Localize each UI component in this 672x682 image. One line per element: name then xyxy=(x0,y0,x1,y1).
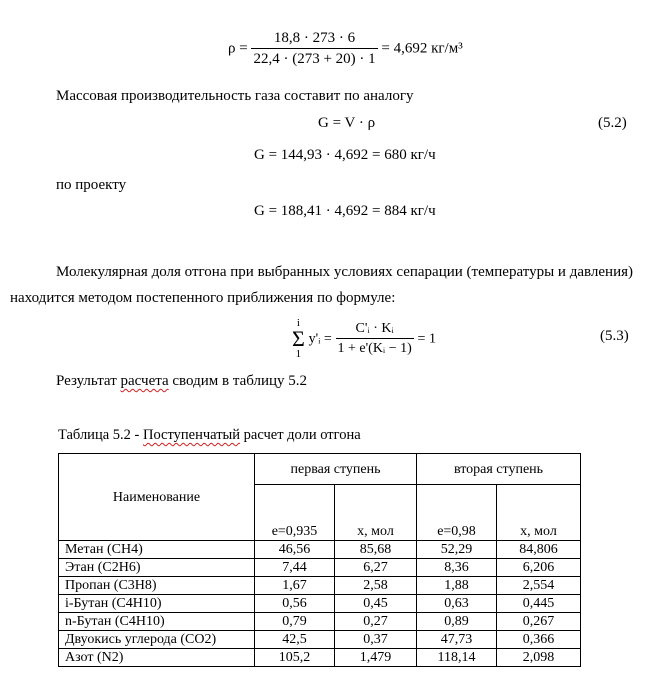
table-caption-part: расчет доли отгона xyxy=(240,427,361,443)
table-cell: 0,27 xyxy=(335,613,417,631)
table-row xyxy=(59,541,581,559)
table-cell: 6,206 xyxy=(497,559,581,577)
table-cell: 0,366 xyxy=(497,631,581,649)
table-subheader-cell: x, мол xyxy=(335,485,417,541)
formula-density-fraction xyxy=(251,30,377,68)
table-cell: 118,14 xyxy=(417,649,497,667)
text-result-part: Результат xyxy=(56,373,121,389)
table-cell: 0,63 xyxy=(417,595,497,613)
formula-sum-denominator: 1 + e'(Kᵢ − 1) xyxy=(337,341,412,356)
text-project: по проекту xyxy=(56,177,127,193)
table-row xyxy=(59,649,581,667)
table-subheader-cell: e=0,935 xyxy=(255,485,335,541)
table-cell: 7,44 xyxy=(255,559,335,577)
table-subheader-cell: e=0,98 xyxy=(417,485,497,541)
formula-sum-operator xyxy=(292,318,305,360)
paragraph-molar-fraction: Молекулярная доля отгона при выбранных условиях сепарации (температуры и давления) находится методом постепенного приближения по формуле: xyxy=(10,264,633,306)
table-cell: 84,806 xyxy=(497,541,581,559)
table-caption-underlined: Поступенчатый xyxy=(142,427,241,443)
separation-table xyxy=(58,453,581,667)
formula-density-result: = 4,692 кг/м³ xyxy=(381,40,463,57)
formula-sum-fraction xyxy=(336,321,414,357)
table-header-stage2: вторая ступень xyxy=(417,454,581,485)
table-header-stage1: первая ступень xyxy=(255,454,417,485)
text-result xyxy=(56,373,307,390)
table-cell-name: Азот (N2) xyxy=(59,649,255,667)
table-cell: 52,29 xyxy=(417,541,497,559)
table-cell: 1,88 xyxy=(417,577,497,595)
formula-sum-number: (5.3) xyxy=(600,328,629,344)
table-cell: 0,445 xyxy=(497,595,581,613)
table-cell: 0,267 xyxy=(497,613,581,631)
table-header-name: Наименование xyxy=(59,454,255,541)
formula-density-lhs: ρ = xyxy=(228,40,248,57)
table-cell: 47,73 xyxy=(417,631,497,649)
table-cell: 105,2 xyxy=(255,649,335,667)
formula-density-numerator: 18,8 · 273 · 6 xyxy=(251,30,377,49)
table-row xyxy=(59,577,581,595)
formula-sum-upper: i xyxy=(296,317,300,329)
table-cell: 2,554 xyxy=(497,577,581,595)
table-cell: 42,5 xyxy=(255,631,335,649)
formula-mass-number: (5.2) xyxy=(598,115,627,131)
formula-sum-term: y'ᵢ = xyxy=(308,331,332,347)
formula-sum-numerator: C'ᵢ · Kᵢ xyxy=(336,321,414,339)
formula-mass: G = V · ρ xyxy=(318,115,376,131)
table-cell: 2,58 xyxy=(335,577,417,595)
formula-density-denominator: 22,4 · (273 + 20) · 1 xyxy=(253,51,376,67)
formula-sum-result: = 1 xyxy=(417,331,436,347)
table-cell: 2,098 xyxy=(497,649,581,667)
formula-mass-analog: G = 144,93 · 4,692 = 680 кг/ч xyxy=(254,147,436,163)
table-caption xyxy=(58,427,361,444)
sigma-symbol: Σ xyxy=(292,326,305,351)
table-cell: 0,56 xyxy=(255,595,335,613)
table-cell-name: i-Бутан (С4Н10) xyxy=(59,595,255,613)
text-result-part: сводим в таблицу 5.2 xyxy=(168,373,308,389)
formula-mass-project: G = 188,41 · 4,692 = 884 кг/ч xyxy=(254,203,436,219)
table-cell: 8,36 xyxy=(417,559,497,577)
table-cell: 0,79 xyxy=(255,613,335,631)
formula-sum xyxy=(292,318,436,360)
table-row xyxy=(59,559,581,577)
table-row xyxy=(59,595,581,613)
formula-density xyxy=(228,30,463,68)
table-caption-part: Таблица 5.2 - xyxy=(58,427,143,443)
table-cell: 1,479 xyxy=(335,649,417,667)
formula-sum-lower: 1 xyxy=(295,348,302,360)
table-cell: 85,68 xyxy=(335,541,417,559)
table-cell: 1,67 xyxy=(255,577,335,595)
table-cell-name: n-Бутан (С4Н10) xyxy=(59,613,255,631)
table-subheader-cell: x, мол xyxy=(497,485,581,541)
text-result-underlined: расчета xyxy=(120,373,169,389)
table-cell: 0,37 xyxy=(335,631,417,649)
table-row xyxy=(59,613,581,631)
table-cell-name: Двуокись углерода (СО2) xyxy=(59,631,255,649)
table-header-row xyxy=(59,454,581,485)
table-cell-name: Пропан (С3Н8) xyxy=(59,577,255,595)
table-cell: 0,89 xyxy=(417,613,497,631)
text-mass-analog: Массовая производительность газа составит по аналогу xyxy=(56,88,414,104)
table-cell: 6,27 xyxy=(335,559,417,577)
table-cell: 46,56 xyxy=(255,541,335,559)
table-row xyxy=(59,631,581,649)
table-cell-name: Метан (СН4) xyxy=(59,541,255,559)
table-cell-name: Этан (С2Н6) xyxy=(59,559,255,577)
table-cell: 0,45 xyxy=(335,595,417,613)
